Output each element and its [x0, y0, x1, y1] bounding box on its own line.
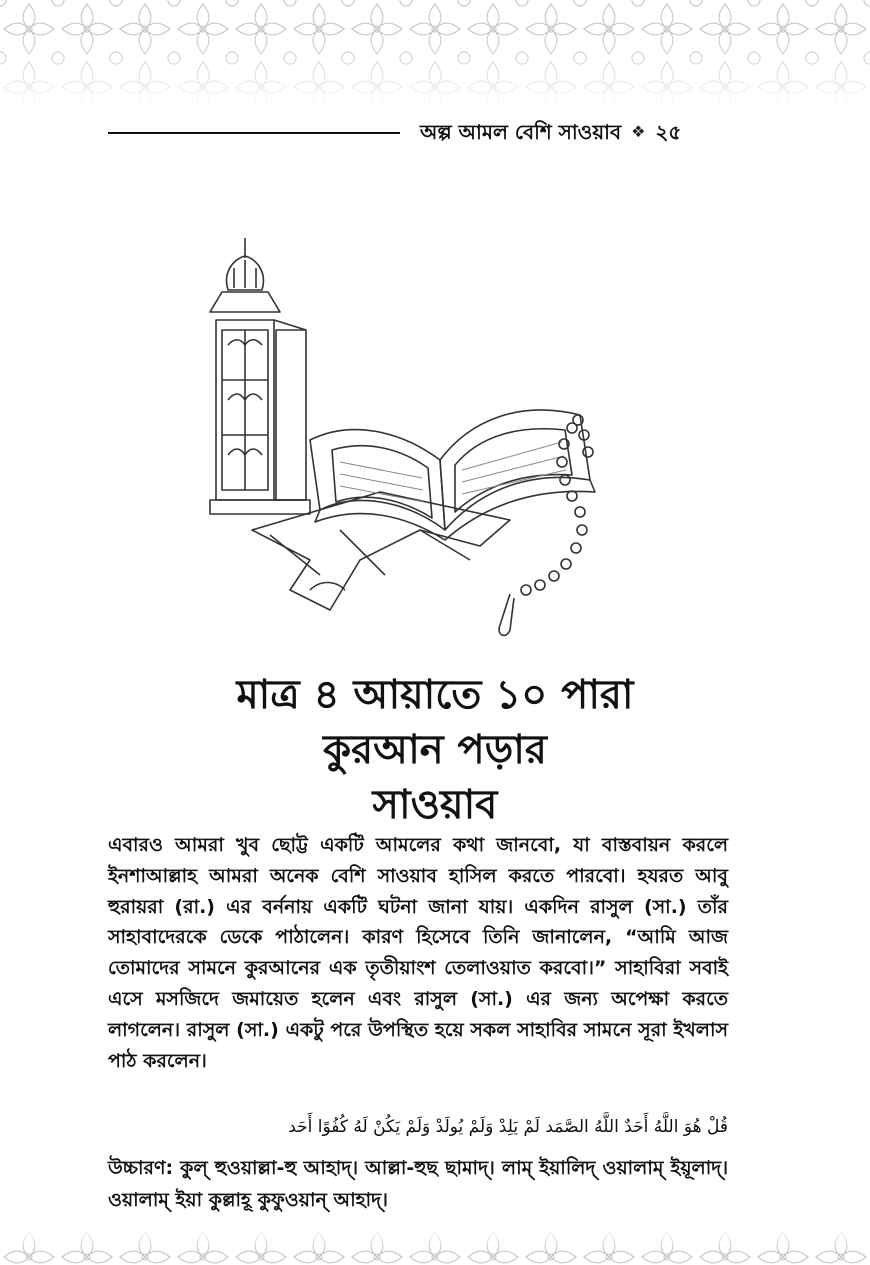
- title-line-1: মাত্র ৪ আয়াতে ১০ পারা: [236, 672, 634, 718]
- running-header: [420, 116, 730, 148]
- open-quran-icon: [310, 410, 595, 540]
- arabic-verse: قُلْ هُوَ اللَّهُ أَحَدٌ اللَّهُ الصَّمَد لَمْ يَلِدْ وَلَمْ يُولَدْ وَلَمْ يَكُنْ لَهُ كُفُوًا أَحَد: [288, 1117, 728, 1137]
- bottom-decorative-pattern: [0, 1228, 870, 1265]
- book-stand-icon: [252, 492, 510, 610]
- page-number: ২৫: [655, 120, 682, 144]
- header-rule: [108, 132, 400, 134]
- chapter-title: [100, 668, 770, 833]
- running-title: অল্প আমল বেশি সাওয়াব: [420, 120, 622, 144]
- lantern-icon: [210, 238, 310, 514]
- body-paragraph: এবারও আমরা খুব ছোট্ট একটি আমলের কথা জানবো, যা বাস্তবায়ন করলে ইনশাআল্লাহ আমরা অনেক বেশি সাওয়াব হাসিল করতে পারবো। হযরত আবু হুরায়রা (রা.) এর বর্ননায় একটি ঘটনা জানা যায়। একদিন রাসুল (সা.) তাঁর সাহাবাদেরকে ডেকে পাঠালেন। কারণ হিসেবে তিনি জানালেন, “আমি আজ তোমাদের সামনে কুরআনের এক তৃতীয়াংশ তেলাওয়াত করবো।” সাহাবিরা সবাই এসে মসজিদে জমায়েত হলেন এবং রাসুল (সা.) এর জন্য অপেক্ষা করতে লাগলেন। রাসুল (সা.) একটু পরে উপস্থিত হয়ে সকল সাহাবির সামনে সূরা ইখলাস পাঠ করলেন।: [108, 834, 728, 1072]
- prayer-beads-icon: [499, 415, 593, 635]
- quran-lantern-illustration: [170, 230, 630, 660]
- pronunciation-text: উচ্চারণ: কুল্ হুওয়াল্লা-হু আহাদ্। আল্লা-হুছ ছামাদ্। লাম্ ইয়ালিদ্ ওয়ালাম্ ইয়ূলাদ্। ওয়ালাম্ ইয়া কুল্লাহূ কুফুওয়ান্ আহাদ্।: [108, 1157, 728, 1211]
- title-line-3: সাওয়াব: [372, 782, 498, 828]
- title-line-2: কুরআন পড়ার: [323, 727, 547, 773]
- top-decorative-pattern: [0, 0, 870, 110]
- header-separator-icon: ❖: [631, 122, 646, 141]
